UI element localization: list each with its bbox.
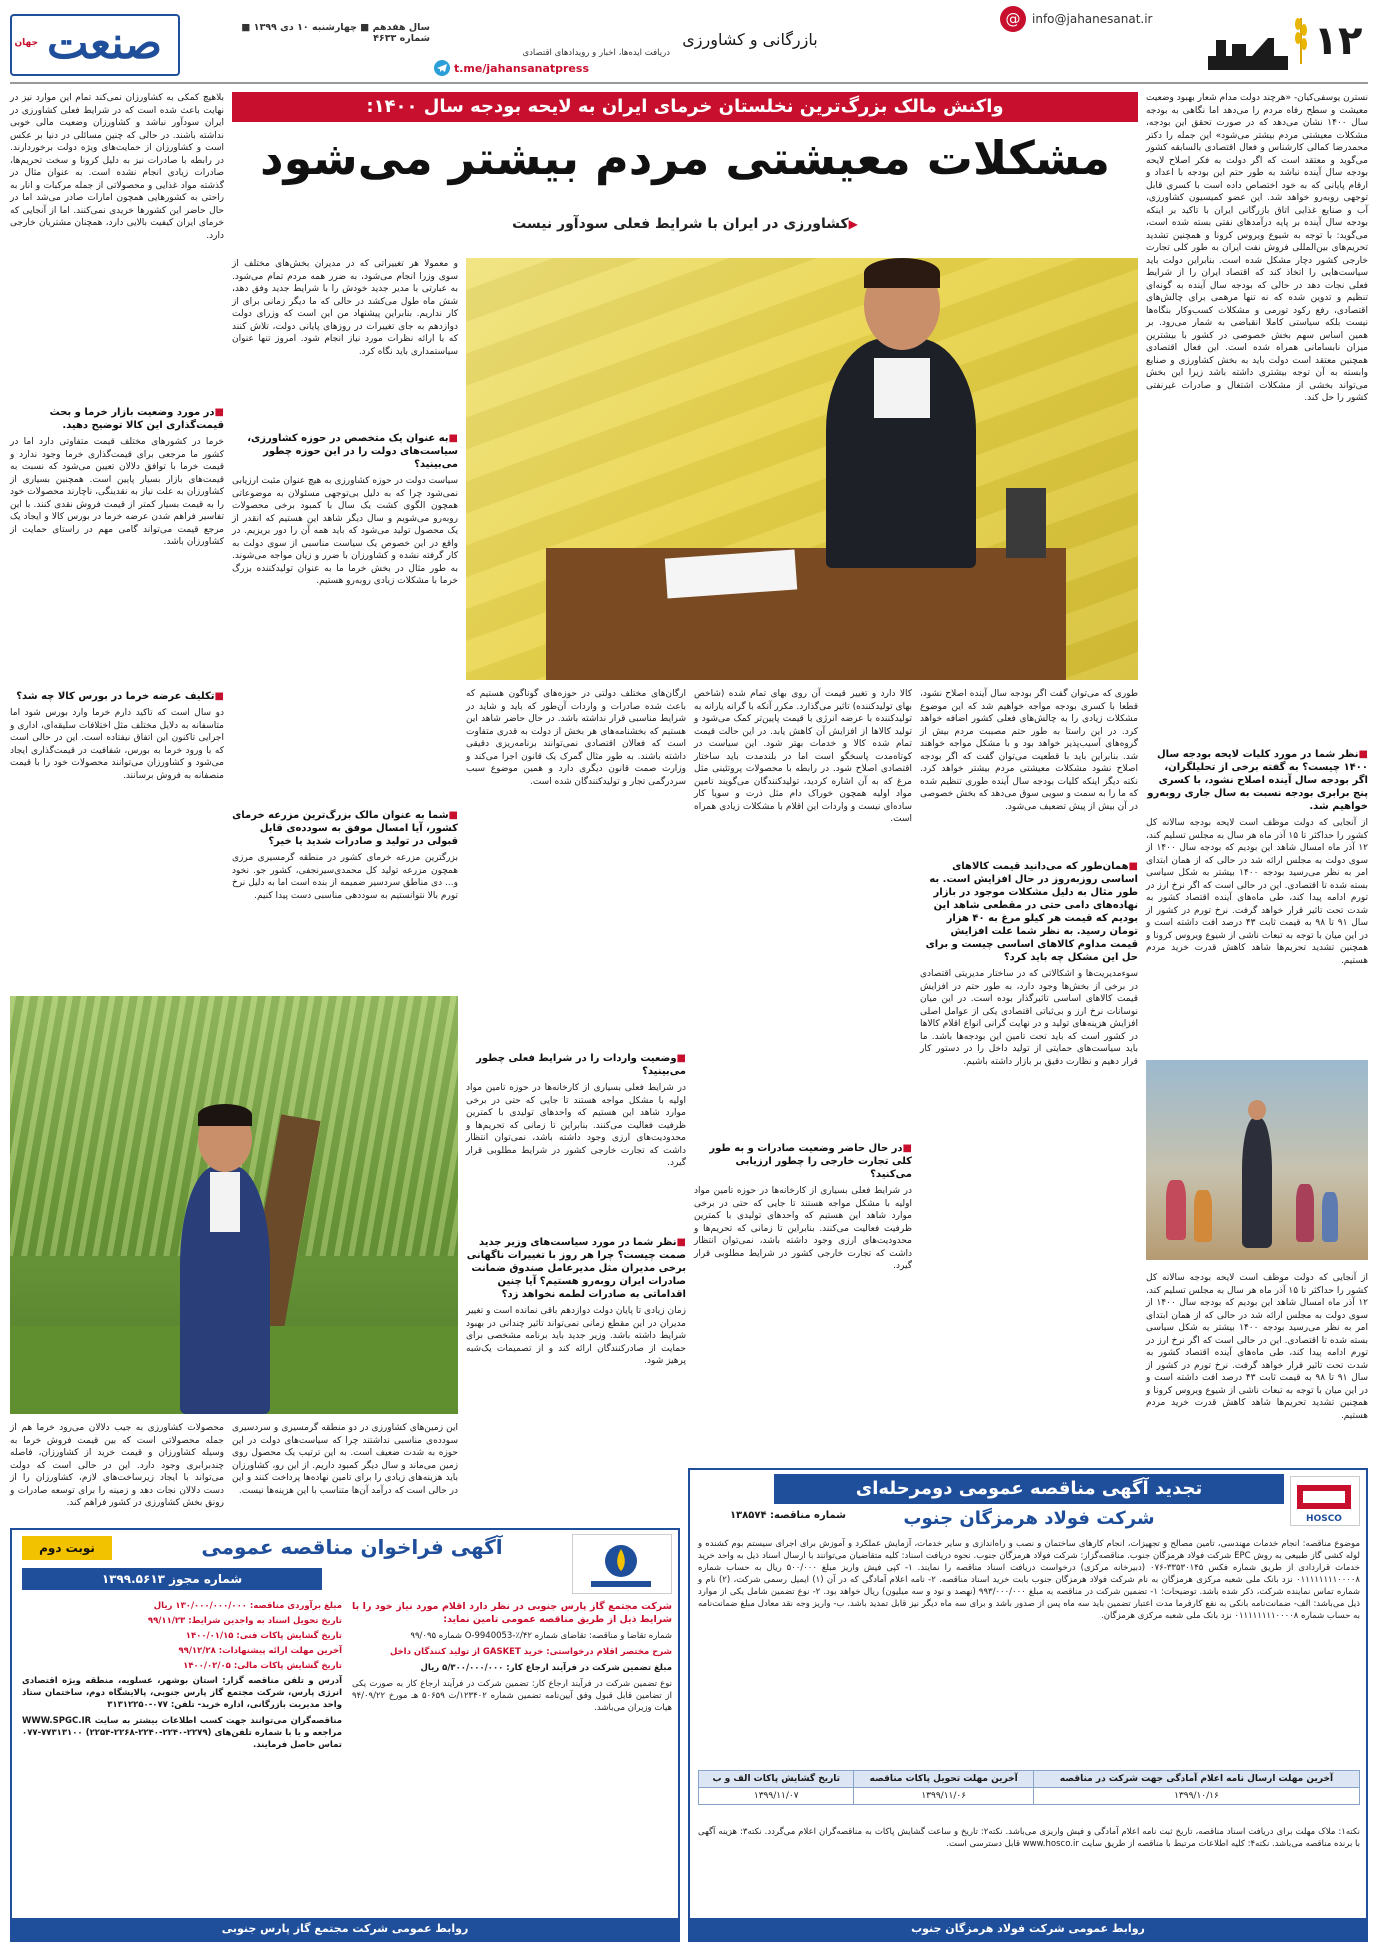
ad-gas-estimate: مبلغ برآوردی مناقصه: ۱۳۰/۰۰۰/۰۰۰/۰۰۰ ریال — [153, 1601, 342, 1611]
ad-gas-number: شماره مجوز ۱۳۹۹.۵۶۱۳ — [22, 1568, 322, 1590]
article-text-4: ارگان‌های مختلف دولتی در حوزه‌های گوناگون هستیم که باعث شده صادرات و واردات آن‌طور که باید و شاید در شرایط مناسبی قرار نداشته باشد. در حال حاضر شاهد این هستیم که بخشنامه‌های هر بخش از دولت به قدری متفاوت است که فعالان اقتصادی نمی‌توانند برنامه‌ریزی دقیقی داشته باشند. به طور مثال گمرک یک قانون اجرا می‌کند و وزارت صمت قانون دیگری دارد و همین موضوع سبب سردرگمی تجار و تولیدکنندگان شده است. — [466, 689, 686, 787]
telegram-note: دریافت ایده‌ها، اخبار و رویدادهای اقتصادی — [522, 48, 670, 58]
photo-date-farm — [1146, 1060, 1368, 1260]
article-text-4b: زمان زیادی تا پایان دولت دوازدهم باقی نمانده است و تغییر مدیران در این مقطع زمانی نمی‌تواند تاثیر چندانی در بهبود شرایط داشته باشد. وزیر جدید باید برنامه مشخصی برای حمایت از صادرکنندگان ارائه کند و از تصمیمات یک‌شبه پرهیز شود. — [466, 1306, 686, 1366]
article-text-5d: این زمین‌های کشاورزی در دو منطقه گرمسیری و سردسیری سودده‌ی مناسبی نداشتند چرا که سیاست‌های دولت در این حوزه به شدت ضعیف است. به این ترتیب یک محصول روی زمین می‌ماند و سال دیگر کمبود داریم. از این رو، کشاورزان باید هزینه‌های زیادی را برای تامین نهاده‌ها پرداخت کنند و این در حالی است که درآمد آن‌ها متناسب با این هزینه‌ها نیست. — [232, 1423, 458, 1496]
article-lead: نسترن یوسفی‌کیان- «هرچند دولت مدام شعار بهبود وضعیت معیشت و سطح رفاه مردم را می‌دهد اما نگاهی به بودجه سال ۱۴۰۰ نشان می‌دهد که در صورت تحقق این بودجه، مشکلات معیشتی مردم بیشتر می‌شود» این جمله را دکتر محمدرضا کمالی کارشناس و فعال اقتصادی بالسابقه کشور می‌گوید و معتقد است که اگر دولت به فکر اصلاح لایحه بودجه سال آینده نباشد به طور حتم این بودجه با اعداد و ارقام پایانی که به خود اختصاص داده است با کسری قابل توجهی روبه‌رو خواهد شد. این عضو کمیسیون کشاورزی، آب و صنایع غذایی اتاق بازرگانی ایران با تاکید بر اینکه بودجه سال آینده بر پایه درآمدهای نفتی بسته شده است، می‌گوید: با توجه به شیوع ویروس کرونا و همچنین تشدید تحریم‌های بین‌المللی فروش نفت ایران به طور کلی تجارت خارجی کشور دچار مشکل شده است. بنابراین دولت باید سیاست‌هایی را اتخاذ کند که اقتصاد ایران را از شرایط فعلی نجات دهد در حالی که بودجه سال آینده به گونه‌ای تنظیم و تدوین شده که نه تنها مرهمی برای چالش‌های اقتصادی، رفع رکود تورمی و مشکلات کسب‌وکار بنگاه‌ها نیست بلکه سیاستی کاملا انقباضی به شمار می‌رود. بر همین اساس سهم بخش خصوصی در کشور با بیشترین میزان نابسامانی همراه شده است. این فعال اقتصادی همچنین معتقد است دولت باید به بخش کشاورزی و صنایع وابسته به آن توجه بیشتری داشته باشد زیرا این بخش می‌تواند بخشی از مشکلات اشتغال و صادرات غیرنفتی کشور را حل کند. — [1146, 93, 1368, 403]
ad-steel-footer: روابط عمومی شرکت فولاد هرمزگان جنوب — [690, 1918, 1366, 1940]
ad-gas-guarantee: مبلغ تضمین شرکت در فرآیند ارجاع کار: ۵/۳۰۰/۰۰۰/۰۰۰ ریال — [420, 1663, 672, 1673]
question-8: ■ در مورد وضعیت بازار خرما و بحث قیمت‌گذاری این کالا توضیح دهید. — [10, 406, 224, 432]
table-cell: ۱۳۹۹/۱۰/۱۶ — [1033, 1788, 1359, 1805]
question-2: ■ همان‌طور که می‌دانید قیمت کالاهای اساسی روزبه‌روز در حال افزایش است. به طور مثال به دلیل مشکلات موجود در بازار نهاده‌های دامی حتی در مقطعی شاهد این بودیم که قیمت هر کیلو مرغ به ۴۰ هزار تومان رسید. به نظر شما علت افزایش قیمت مداوم کالاهای اساسی چیست و برای حل این مشکل چه باید کرد؟ — [920, 860, 1138, 964]
article-text-4a: در شرایط فعلی بسیاری از کارخانه‌ها در حوزه تامین مواد اولیه با مشکل مواجه هستند تا جایی که حتی در برخی موارد شاهد این هستیم که واحدهای تولیدی با کمترین ظرفیت فعالیت می‌کنند. بنابراین تا زمانی که تحریم‌ها و محدودیت‌های ارزی وجود داشته باشد، نمی‌توان انتظار داشت که تجارت خارجی کشور در شرایط مطلوبی قرار گیرد. — [466, 1083, 686, 1168]
photo-person — [1242, 1118, 1272, 1248]
ad-gas-details-left — [22, 1600, 342, 1910]
page-number: ۱۲ — [1313, 18, 1363, 64]
article-column-5 — [232, 258, 458, 998]
ad-gas-subject: شرح مختصر اقلام درخواستی: خرید GASKET از تولید کنندگان داخل — [389, 1647, 672, 1657]
header-divider — [10, 82, 1368, 84]
ad-gas-opening-fin: تاریخ گشایش پاکات مالی: ۱۴۰۰/۰۲/۰۵ — [183, 1661, 342, 1671]
article-text-2: طوری که می‌توان گفت اگر بودجه سال آینده اصلاح نشود، قطعا با کسری بودجه مواجه خواهیم شد که این موضوع مشکلات زیادی را به چالش‌های فعلی کشور اضافه خواهد کرد. در این راستا به طور حتم مصیبت مردم بیش از گروه‌های آسیب‌پذیر خواهد بود و با مشکل مواجه خواهند شد. بنابراین باید با قطعیت می‌توان گفت که اگر بودجه اصلاح نشود مشکلات معیشتی مردم بیشتر خواهد کرد. نکته دیگر اینکه کلیات بودجه سال آینده طوری تنظیم شده که ما را به سمت و سویی سوق می‌دهد که بخش خصوصی در آن بیش از پیش تضعیف می‌شود. — [920, 689, 1138, 812]
article-text-6c: دو سال است که تاکید دارم خرما وارد بورس شود اما متاسفانه به دلایل مختلف مثل اختلافات سلیقه‌ای، اداری و اجرایی تاکنون این اتفاق نیفتاده است. این در حالی است که با ورود خرما به بورس، شفافیت در قیمت‌گذاری ایجاد می‌شود و کشاورزان می‌توانند محصولات خود را با قیمت منصفانه به فروش برسانند. — [10, 708, 224, 781]
brand-small: جهان — [14, 38, 38, 48]
article-text-5: و معمولا هر تغییراتی که در مدیران بخش‌های مختلف از سوی وزرا انجام می‌شود، به ضرر همه مردم تمام می‌شود. به عبارتی با مدیر جدید خودش را با شرایط جدید وفق دهد، شش ماه طول می‌کشد در حالی که ما دیگر زمانی برای از کار نداریم. بنابراین پیشنهاد من این است که وزرای دولت دوازدهم به جای تغییرات در روزهای پایانی دولت، تلاش کنند که با ارائه نظرات مورد نیاز انجام شود. امروز تنها عنوان سیاستمداری باید نگاه کرد. — [232, 259, 458, 357]
ad-gas-deadline-offers: آخرین مهلت ارائه پیشنهادات: ۹۹/۱۲/۲۸ — [178, 1646, 342, 1656]
article-column-2 — [920, 688, 1138, 1458]
table-cell: ۱۳۹۹/۱۱/۰۶ — [854, 1788, 1033, 1805]
article-text-6d: محصولات کشاورزی به جیب دلالان می‌رود خرما هم از جمله محصولاتی است که بین قیمت فروش خرما به وسیله کشاورزان و قیمت خرید از کشاورزان، فاصله چندبرابری وجود دارد. این در حالی است که دولت می‌تواند با ایجاد زیرساخت‌های لازم، کشاورزان را از دست دلالان نجات دهد و زمینه را برای توسعه صادرات و رونق بخش کشاورزی در کشور فراهم کند. — [10, 1423, 224, 1508]
question-9: ■ تکلیف عرضه خرما در بورس کالا چه شد؟ — [10, 690, 224, 703]
article-kicker: واکنش مالک بزرگ‌ترین نخلستان خرمای ایران به لایحه بودجه سال ۱۴۰۰: — [232, 92, 1138, 122]
telegram-icon — [434, 60, 450, 76]
email-address[interactable]: info@jahanesanat.ir — [1032, 12, 1153, 26]
section-title: بازرگانی و کشاورزی — [682, 30, 818, 49]
wheat-icon — [1294, 10, 1308, 64]
article-text-1c: از آنجایی که دولت موظف است لایحه بودجه سالانه کل کشور را حداکثر تا ۱۵ آذر ماه هر سال به مجلس تسلیم کند، ۱۲ آذر ماه امسال شاهد این بودیم که بودجه سال ۱۴۰۰ از سوی دولت به مجلس ارائه شد در حالی که از همان ابتدای امر به نظر می‌رسید بودجه ۱۴۰۰ بیشتر به شکل سیاسی بسته شده تا اقتصادی. این در حالی است که اگر نرخ ارز در تورم ادامه پیدا کند، طی ماه‌های آینده اقتصاد کشور به شدت تحت تاثیر قرار خواهد گرفت. نرخ تورم در کشور از سال ۹۱ تا ۹۸ به قیمت ثابت ۴۳ درصد افت داشته است و در این میان با توجه به تبعات ناشی از شیوع ویروس کرونا و همچنین تشدید تحریم‌ها شاهد کاهش قدرت خرید مردم هستیم. — [1146, 1273, 1369, 1421]
ad-south-pars-gas — [10, 1528, 680, 1942]
ad-gas-opening-tech: تاریخ گشایش پاکات فنی: ۱۴۰۰/۰۱/۱۵ — [185, 1631, 342, 1641]
ad-steel-notes: نکته۱: ملاک مهلت برای دریافت اسناد مناقصه، تاریخ ثبت نامه اعلام آمادگی و فیش واریزی می‌باشد. نکته۲: تاریخ و ساعت گشایش پاکات به مناقصه‌گران اعلام می‌گردد. نکته۳: هزینه آگهی با برنده مناقصه می‌باشد. نکته۴: کلیه اطلاعات مرتبط با مناقصه از طریق سایت www.hosco.ir قابل دسترسی است. — [698, 1827, 1360, 1849]
question-1: ■ نظر شما در مورد کلیات لایحه بودجه سال ۱۴۰۰ چیست؟ به گفته برخی از تحلیلگران، اگر بودجه سال آینده اصلاح نشود، با کسری پنج برابری بودجه نسبت به سال جاری روبه‌رو خواهیم شد. — [1146, 748, 1368, 813]
ad-steel-logo — [1290, 1476, 1360, 1526]
ad-gas-logo — [572, 1534, 672, 1594]
ad-gas-tender-no: شماره تقاضا و مناقصه: تقاضای شماره ۴۲/٪-9940053-O شماره ۹۹/۰۹۵ — [410, 1631, 672, 1641]
question-6: ■ به عنوان یک متخصص در حوزه کشاورزی، سیاست‌های دولت را در این حوزه چطور می‌بینید؟ — [232, 432, 458, 471]
svg-text:HOSCO: HOSCO — [1306, 1514, 1342, 1524]
article-column-4 — [466, 688, 686, 1458]
ad-gas-footer: روابط عمومی شرکت مجتمع گاز پارس جنوبی — [12, 1918, 678, 1940]
question-7: ■ شما به عنوان مالک بزرگ‌ترین مزرعه خرمای کشور، آیا امسال موفق به سودده‌ی قابل قبولی در تولید و صادرات شدید یا خیر؟ — [232, 809, 458, 848]
email-icon: @ — [1000, 6, 1026, 32]
brand-logo — [10, 14, 180, 76]
article-text-5c: بزرگترین مزرعه خرمای کشور در منطقه گرمسیری مرزی همچون مزرعه تولید کل محمدی‌سیرنجفی، کشور جو. نخود و... دی مناطق سردسیر ضمیمه از بنده است اما به دلیل نرخ تورم بالا نتوانستیم به سوددهی مناسبی دست پیدا کنیم. — [232, 853, 458, 901]
article-text-6b: خرما در کشورهای مختلف قیمت متفاوتی دارد اما در کشور ما مرجعی برای قیمت‌گذاری خرما وجود ندارد و قیمت خرما با توافق دلالان تعیین می‌شود که نسبت به قیمت‌های بازار بسیار پایین است. همچنین بسیاری از کشاورزان به علت نیاز به نقدینگی، ناچارند محصولات خود را به قیمت بسیار کمتر از قیمت فروش نقدی کنند. با این تفاسیر فراهم شدن عرضه خرما در بورس کالا و ایجاد یک مرجع قیمت می‌تواند گامی مهم در راستای حمایت از کشاورزان باشد. — [10, 437, 224, 547]
photo-interviewee-office — [466, 258, 1138, 680]
table-cell: ۱۳۹۹/۱۱/۰۷ — [699, 1788, 854, 1805]
photo-interviewee-garden — [10, 996, 458, 1414]
ad-steel-body: موضوع مناقصه: انجام خدمات مهندسی، تامین مصالح و تجهیزات، انجام کارهای ساختمان و نصب و راه‌اندازی و سایر خدمات، آزمایش عملکرد و آموزش برای اجرای سیستم بوم کشنده و لوله کشی گاز طبیعی به روش EPC شرکت فولاد هرمزگان جنوب. مناقصه‌گزار: شرکت فولاد هرمزگان جنوب. نحوه دریافت اسناد: کلیه متقاضیان می‌توانند با ارسال اسناد ذیل به واحد خرید خدمات قراردادی از طریق شماره فکس ۳۳۵۳۰۱۴۵-۰۷۶ (دبیرخانه مرکزی) درخواست دریافت اسناد مناقصه را نمایند. ۱- کپی فیش واریز مبلغ ۵۰۰/۰۰۰ ریال به حساب شماره ۰۱۱۱۱۱۱۱۱۰۰۰۰۸ نزد بانک ملی شعبه مرکزی هرمزگان به نام شرکت فولاد هرمزگان جنوب بابت خرید اسناد مناقصه. ۲- نامه اعلام آمادگی که در آن (۱) ایمیل رسمی شرکت، (۲) نام و شماره تماس نماینده شرکت، ذکر شده باشد. توضیحات: ۱- تضمین شرکت در مناقصه به مبلغ ۹۹۳/۰۰۰/۰۰۰ (نهصد و نود و سه میلیون) ریال خواهد بود. ۲- نوع تضمین شامل یکی از موارد ذیل می‌باشد: الف- ضمانت‌نامه بانکی به نفع کارفرما مدت اعتبار تضمین باید سه ماه پس از صدور باشد و برای سه ماه دیگر نیز قابل تمدید باشد. ب- واریز وجه نقد معادل مبلغ ضمانت‌نامه به حساب شماره ۰۱۱۱۱۱۱۱۱۰۰۰۰۸ نزد بانک ملی شعبه مرکزی هرمزگان. — [698, 1539, 1361, 1621]
table-header: آخرین مهلت ارسال نامه اعلام آمادگی جهت شرکت در مناقصه — [1033, 1771, 1359, 1788]
article-deck: ▶ کشاورزی در ایران با شرایط فعلی سودآور نیست — [232, 216, 1138, 232]
page-header — [0, 0, 1378, 86]
ad-steel-company: شرکت فولاد هرمزگان جنوب — [903, 1508, 1155, 1529]
article-text-5b: سیاست دولت در حوزه کشاورزی به هیچ عنوان مثبت ارزیابی نمی‌شود چرا که به دلیل بی‌توجهی مسئولان به موضوعاتی همچون الگوی کشت یک سال با کمبود برخی محصولات روبه‌رو می‌شویم و سال دیگر شاهد این هستیم که انقدر از یک محصول تولید می‌شود که باید همه آن را دور بریزیم. در واقع در این خصوص یک سیاست مناسبی از سوی دولت به کار گرفته نشده و کشاورزان با ضرر و زیان مواجه می‌شوند. به طور مثال در بخش خرما ما به عنوان تولیدکننده بزرگ خرما با مشکلات زیادی روبه‌رو هستیم. — [232, 476, 458, 586]
telegram-link[interactable]: t.me/jahansanatpress — [454, 62, 589, 75]
ad-gas-company: شرکت مجتمع گاز پارس جنوبی در نظر دارد اقلام مورد نیاز خود را با شرایط ذیل از طریق مناقصه عمومی تامین نماید: — [352, 1601, 672, 1625]
ad-steel-schedule-table — [698, 1770, 1360, 1805]
article-text-2b: سوءمدیریت‌ها و اشکالاتی که در ساختار مدیریتی اقتصادی در برخی از بخش‌ها وجود دارد، به طور حتم در افزایش قیمت کالاهای اساسی تاثیرگذار بوده است. در این میان نوسانات نرخ ارز و بی‌ثباتی اقتصادی یکی از عوامل اصلی افزایش هزینه‌های تولید و در نهایت گرانی انواع اقلام کالاها در کشور است که باید تحت تامین این بودجه‌ها باشد. ما باید سیاست‌های حمایتی از تولید داخل را در دستور کار قرار دهیم و نظارت دقیق بر بازار داشته باشیم. — [920, 969, 1138, 1067]
article-text-6: بلاهیچ کمکی به کشاورزان نمی‌کند تمام این موارد نیز در نهایت باعث شده است که در شرایط فعلی کشاورزی در ایران سودآور نباشد و کشاورزان وضعیت مالی خوبی نداشته باشند. در حالی که چنین مسائلی در دنیا بر عکس است و کشاورزان از حمایت‌های ویژه دولت برخوردارند. در رابطه با صادرات نیز به دلیل کرونا و سخت تحریم‌ها، صادرات زیادی انجام نشده است. به عنوان مثال در گذشته مواد غذایی و محصولاتی از جمله مرکبات و انار به راحتی به کشورهایی همچون امارات صادر می‌شد اما در حال حاضر این کشورها خریدی نمی‌کنند. اما از آنجایی که خرمای ایران کیفیت بالایی دارد، همچنان مشتریان خارجی دارد. — [10, 93, 224, 241]
ad-gas-deadline-docs: تاریخ تحویل اسناد به واجدین شرایط: ۹۹/۱۱/۲۳ — [147, 1616, 342, 1626]
ad-steel-tender-no: شماره مناقصه: ۱۳۸۵۷۴ — [729, 1510, 846, 1521]
brand-name: صنعت — [46, 18, 163, 69]
table-header: تاریخ گشایش پاکات الف و ب — [699, 1771, 854, 1788]
issue-info: سال هفدهم ■ چهارشنبه ۱۰ دی ۱۳۹۹ ■ شماره ۴۶۳۳ — [241, 22, 430, 44]
ad-hormozgan-steel — [688, 1468, 1368, 1942]
ad-gas-title: آگهی فراخوان مناقصه عمومی — [132, 1530, 572, 1564]
article-text-3b: در شرایط فعلی بسیاری از کارخانه‌ها در حوزه تامین مواد اولیه با مشکل مواجه هستند تا جایی که حتی در برخی موارد شاهد این هستیم که واحدهای تولیدی با کمترین ظرفیت فعالیت می‌کنند. بنابراین تا زمانی که تحریم‌ها و محدودیت‌های ارزی وجود داشته باشد، نمی‌توان انتظار داشت که تجارت خارجی کشور در شرایط مطلوبی قرار گیرد. — [694, 1186, 912, 1271]
article-column-6 — [10, 92, 224, 992]
ad-gas-guarantee-type: نوع تضمین شرکت در فرآیند ارجاع کار: تضمین شرکت در فرآیند ارجاع کار به صورت یکی از تضامین قابل قبول وفق آیین‌نامه تضمین شماره ۱۲۳۴۰۲/ت ۵۰۶۵۹ هـ مورخ ۹۴/۰۹/۲۲ هیات وزیران می‌باشد. — [352, 1679, 672, 1713]
ad-steel-title: تجدید آگهی مناقصه عمومی دومرحله‌ای — [774, 1474, 1284, 1504]
article-text-3: کالا دارد و تغییر قیمت آن روی بهای تمام شده (شاخص بهای تولیدکننده) تاثیر می‌گذارد. مکرر آنکه با گرانه یارانه به تولیدکننده با عرضه انرژی با قیمت پایین‌تر کمک می‌شود و تولید کالاها از افزایش آن کاهش یابد. در این حالت قیمت تمام شده کالا و خدمات بهتر شود. این سیاست در کوتاه‌مدت پاسخگو است اما در بلندمدت باید ساختار اقتصادی اصلاح شود. در رابطه با محصولات پروتئینی مثل مرغ که به آن اشاره کردید، تولیدکنندگان می‌گویند تامین مواد اولیه همچون خوراک دام مثل ذرت و سویا کار ساده‌ای نیست و واردات این اقلام با مشکلات زیادی همراه است. — [694, 689, 912, 824]
question-3: ■ در حال حاضر وضعیت صادرات و به طور کلی تجارت خارجی را چطور ارزیابی می‌کنید؟ — [694, 1142, 912, 1181]
industry-logo-icon — [1208, 30, 1288, 70]
question-4: ■ وضعیت واردات را در شرایط فعلی چطور می‌بینید؟ — [466, 1052, 686, 1078]
ad-gas-details-right — [352, 1600, 672, 1910]
article-text-1b: از آنجایی که دولت موظف است لایحه بودجه سالانه کل کشور را حداکثر تا ۱۵ آذر ماه هر سال به مجلس تسلیم کند، ۱۲ آذر ماه امسال شاهد این بودیم که بودجه سال ۱۴۰۰ از سوی دولت به مجلس ارائه شد در حالی که از همان ابتدای امر به نظر می‌رسید بودجه ۱۴۰۰ بیشتر به شکل سیاسی بسته شده تا اقتصادی. این در حالی است که اگر نرخ ارز در تورم ادامه پیدا کند، طی ماه‌های آینده اقتصاد کشور به شدت تحت تاثیر قرار خواهد گرفت. نرخ تورم در کشور از سال ۹۱ تا ۹۸ به قیمت ثابت ۴۳ درصد افت داشته است و در این میان با توجه به تبعات ناشی از شیوع ویروس کرونا و همچنین تشدید تحریم‌ها شاهد کاهش قدرت خرید مردم هستیم. — [1146, 818, 1369, 966]
question-5: ■ نظر شما در مورد سیاست‌های وزیر جدید صمت چیست؟ چرا هر روز با تغییرات ناگهانی برخی مدیران مثل مدیرعامل صندوق ضمانت صادرات ایران روبه‌رو هستیم؟ آیا چنین اقداماتی به صادرات لطمه نخواهد زد؟ — [466, 1236, 686, 1301]
ad-gas-round: نوبت دوم — [22, 1536, 112, 1560]
article-column-3 — [694, 688, 912, 1458]
ad-gas-address: آدرس و تلفن مناقصه گزار: استان بوشهر، عسلویه، منطقه ویژه اقتصادی انرژی پارس، شرکت مجتمع گاز پارس جنوبی، پالایشگاه دوم، ساختمان ستاد واحد مدیریت بازرگانی، اداره خرید- تلفن: ۰۷۷-۳۱۳۱۲۲۵۰ — [22, 1676, 342, 1710]
table-header: آخرین مهلت تحویل پاکات مناقصه — [854, 1771, 1033, 1788]
article-headline: مشکلات معیشتی مردم بیشتر می‌شود — [260, 131, 1110, 185]
ad-gas-website[interactable]: مناقصه‌گران می‌توانند جهت کسب اطلاعات بیشتر به سایت WWW.SPGC.IR مراجعه و یا با شماره تلفن‌های (۲۲۷۹-۲۲۴۰-۲۲۴۰-۲۲۶۸-۲۲۵۴) ۷۷۳۱۳۱۰۰-۰۷۷ تماس حاصل فرمایند. — [22, 1716, 342, 1750]
